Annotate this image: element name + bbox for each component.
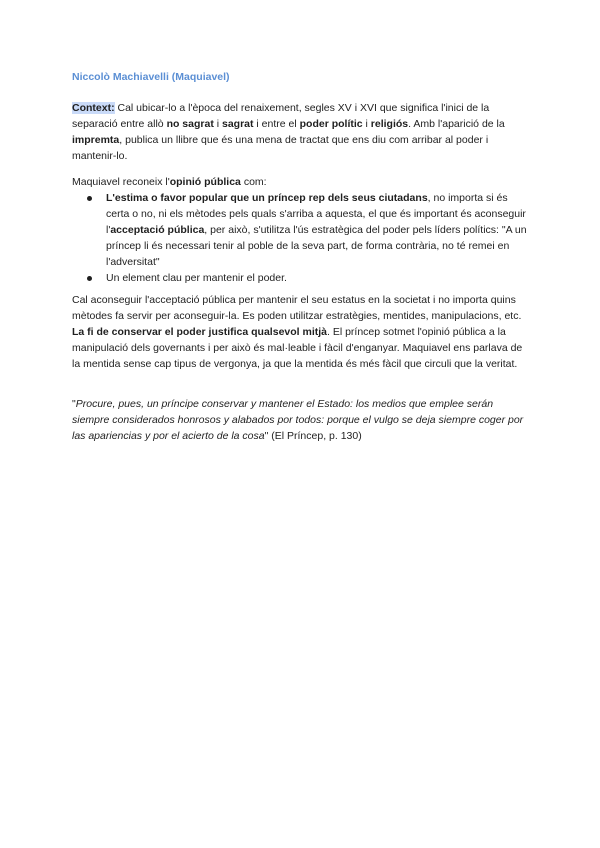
list-item [72, 270, 532, 286]
list-text: Un element clau per mantenir el poder. [106, 272, 287, 284]
opinion-intro [72, 174, 532, 190]
opinion-text: com: [240, 176, 267, 188]
context-label: Context: [72, 102, 115, 114]
opinion-text: Maquiavel reconeix l' [72, 176, 170, 188]
context-text: , publica un llibre que és una mena de tractat que ens diu com arribar al poder i mantenir-lo. [72, 134, 489, 162]
context-text: i entre el [253, 118, 300, 130]
context-text: Cal ubicar-lo a l'època del renaixement, segles XV i XVI que significa l'inici de la separació entre allò [72, 102, 490, 130]
opinion-bullet-list [72, 190, 532, 286]
acceptance-paragraph [72, 292, 532, 372]
list-text: , per això, s'utilitza l'ús estratègica del poder pels líders polítics: "A un príncep li és necessari tenir al poble de la seva part, de forma contrària, no té remei en l'adversitat" [106, 224, 527, 268]
bold-term: religiós [370, 118, 409, 130]
bold-term: La fi de conservar el poder justifica qualsevol mitjà [72, 326, 327, 338]
quote-mark: " [72, 398, 76, 410]
paragraph-text: . El príncep sotmet l'opinió pública a la manipulació dels governants i per això és mal·leable i fàcil d'enganyar. Maquiavel ens parlava de la mentida sense cap tipus de vergonya, ja que la mentida és més fàcil que circuli que la veritat. [72, 326, 523, 370]
quote-paragraph [72, 396, 532, 444]
bold-term: acceptació pública [110, 224, 205, 236]
paragraph-text: Cal aconseguir l'acceptació pública per mantenir el seu estatus en la societat i no importa quins mètodes fa servir per aconseguir-la. Es poden utilitzar estratègies, mentides, manipulacions, etc. [72, 294, 522, 322]
list-item [72, 190, 532, 270]
bold-term: sagrat [222, 118, 254, 130]
bold-term: L'estima o favor popular que un príncep rep dels seus ciutadans [106, 192, 428, 204]
quote-citation: " (El Príncep, p. 130) [264, 430, 362, 442]
bold-term: opinió pública [169, 176, 241, 188]
context-text: . Amb l'aparició de la [408, 118, 505, 130]
bold-term: poder polític [299, 118, 363, 130]
bold-term: impremta [72, 134, 120, 146]
bullet-icon [87, 276, 92, 281]
list-text: , no importa si és certa o no, ni els mètodes pels quals s'arriba a aquesta, el que és important és aconseguir l' [106, 192, 526, 236]
context-text: i [213, 118, 222, 130]
context-text: i [362, 118, 371, 130]
context-paragraph [72, 100, 532, 164]
document-title: Niccolò Machiavelli (Maquiavel) [72, 71, 230, 83]
bullet-icon [87, 196, 92, 201]
quote-text: Procure, pues, un príncipe conservar y mantener el Estado: los medios que emplee serán siempre considerados honrosos y alabados por todos: porque el vulgo se deja siempre coger por las apariencias y por el acierto de la cosa [72, 398, 524, 442]
bold-term: no sagrat [166, 118, 214, 130]
